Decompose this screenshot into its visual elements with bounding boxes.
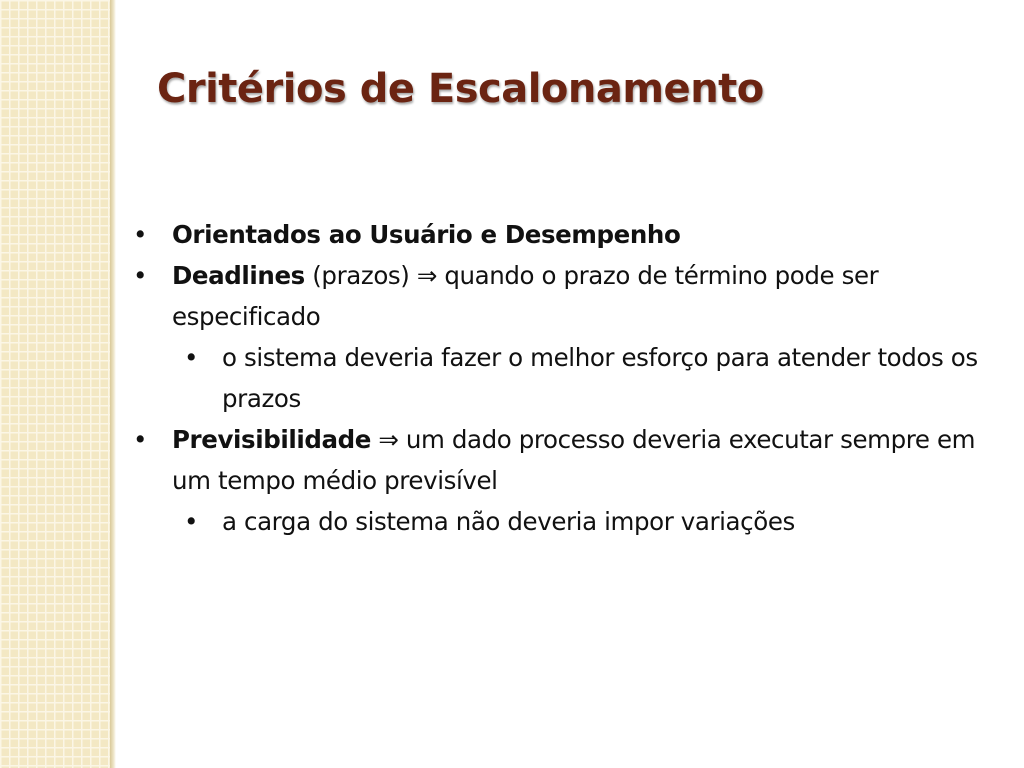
bullet-icon: •: [184, 343, 199, 372]
bullet-icon: •: [184, 507, 199, 536]
bullet-item-deadlines: [130, 255, 1010, 337]
slide-title: Critérios de Escalonamento: [157, 66, 764, 112]
sub-bullet-item-carga: [130, 501, 1010, 542]
bullet-item-bold-text: Orientados ao Usuário e Desempenho: [172, 220, 681, 249]
bullet-item-text: ⇒ um dado processo deveria executar sempre em um tempo médio previsível: [172, 425, 976, 495]
sidebar-edge: [110, 0, 116, 768]
bullet-item-text: a carga do sistema não deveria impor variações: [222, 507, 795, 536]
bullet-icon: •: [133, 425, 148, 454]
bullet-item-text: (prazos) ⇒ quando o prazo de término pode ser especificado: [172, 261, 879, 331]
sub-bullet-item-prazos: [130, 337, 1010, 419]
bullet-item-bold-text: Deadlines: [172, 261, 305, 290]
bullet-item-bold-text: Previsibilidade: [172, 425, 371, 454]
bullet-list: [130, 214, 1010, 542]
bullet-item-previsibilidade: [130, 419, 1010, 501]
bullet-icon: •: [133, 220, 148, 249]
bullet-icon: •: [133, 261, 148, 290]
decorative-sidebar: [0, 0, 110, 768]
bullet-item-text: o sistema deveria fazer o melhor esforço para atender todos os prazos: [222, 343, 978, 413]
bullet-item-orientados: [130, 214, 1010, 255]
